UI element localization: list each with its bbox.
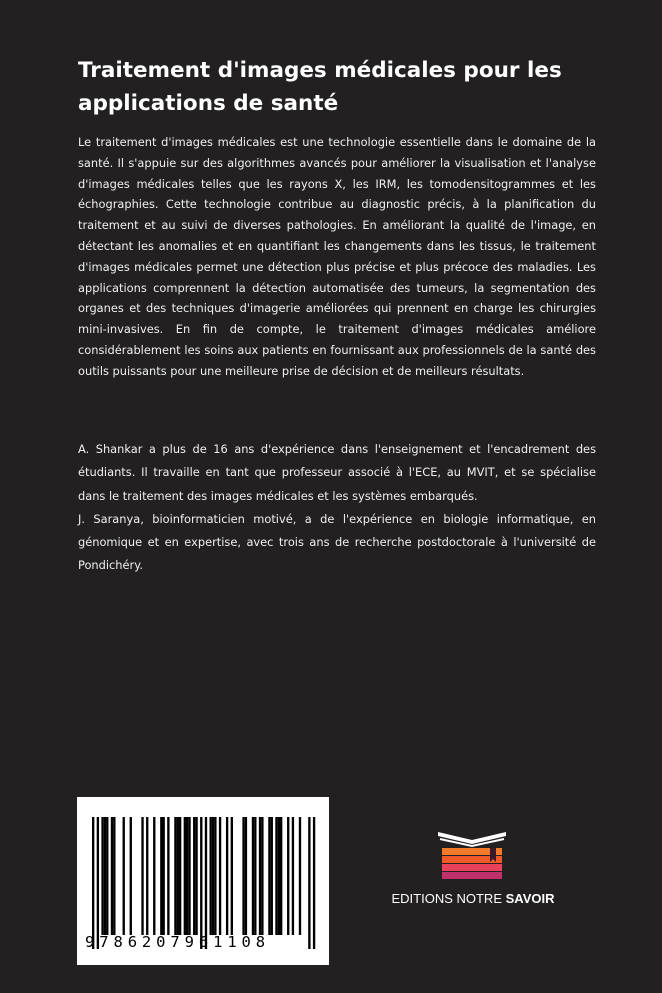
barcode-bar [287, 817, 289, 935]
isbn-number: 9786207961108 [85, 933, 271, 951]
barcode-bar [186, 817, 188, 935]
barcode-bar [177, 817, 179, 935]
barcode-bar [299, 817, 301, 935]
barcode-bar [141, 817, 143, 935]
barcode-bar [163, 817, 165, 935]
barcode-bar [212, 817, 214, 935]
barcode-bar [106, 817, 108, 935]
barcode-bar [146, 817, 148, 935]
barcode-bar [123, 817, 125, 935]
barcode-bar [292, 817, 294, 935]
barcode-bar [193, 817, 195, 935]
book-summary: Le traitement d'images médicales est une technologie essentielle dans le domaine de la santé. Il s'appuie sur des algorithmes avancés pour améliorer la visualisation et l'analyse d'images médicales telles que les rayons X, les IRM, les tomodensitogrammes et les échographies. Cette technologie contribue au diagnostic précis, à la planification du traitement et au suivi de diverses pathologies. En améliorant la qualité de l'image, en détectant les anomalies et en quantifiant les changements dans les tissus, le traitement d'images médicales permet une détection plus précise et plus précoce des maladies. Les applications comprennent la détection automatisée des tumeurs, la segmentation des organes et des techniques d'imagerie améliorées qui prennent en charge les chirurgies mini-invasives. En fin de compte, le traitement d'images médicales améliore considérablement les soins aux patients en fournissant aux professionnels de la santé des outils puissants pour une meilleure prise de décision et de meilleurs résultats. [78, 135, 596, 378]
barcode-bar [92, 817, 94, 949]
barcode-bar [205, 817, 207, 949]
barcode-bar [184, 817, 186, 935]
barcode-bar [313, 817, 315, 949]
barcode-bar [210, 817, 212, 935]
author-bio-shankar: A. Shankar a plus de 16 ans d'expérience dans l'enseignement et l'encadrement des étudiants. Il travaille en tant que professeur associé à l'ECE, au MVIT, et se spécialise dans le traitement des images médicales et les systèmes embarqués. [78, 442, 596, 503]
barcode-bar [268, 817, 270, 935]
barcode-bar [174, 817, 176, 935]
barcode-bar [231, 817, 233, 935]
barcode-bar [153, 817, 155, 935]
barcode-bar [271, 817, 273, 935]
barcode-bar [242, 817, 244, 935]
publisher-logo [388, 828, 558, 913]
publisher-name: EDITIONS NOTRE SAVOIR [391, 891, 555, 906]
barcode-bar [130, 817, 132, 935]
barcode-bar [104, 817, 106, 935]
barcode-bar [308, 817, 310, 949]
author-bio-saranya: J. Saranya, bioinformaticien motivé, a de l'expérience en biologie informatique, en génomique et en expertise, avec trois ans de recherche postdoctorale à l'université de Pondichéry. [78, 511, 596, 573]
barcode-bar [97, 817, 99, 949]
barcode-bar [259, 817, 261, 935]
barcode-bar [275, 817, 277, 935]
barcode-bar [261, 817, 263, 935]
barcode-bar [214, 817, 216, 935]
barcode-bar [101, 817, 103, 935]
barcode-bar [195, 817, 197, 935]
author-bios [78, 438, 596, 578]
barcode-bar [278, 817, 280, 935]
barcode-bar [167, 817, 169, 935]
barcode-bar [113, 817, 115, 935]
book-stack-icon [434, 828, 510, 886]
book-title: Traitement d'images médicales pour les applications de santé [78, 58, 562, 116]
barcode-bar [188, 817, 190, 935]
barcode-bar [252, 817, 254, 935]
barcode-bar [179, 817, 181, 935]
barcode-bar [200, 817, 202, 949]
barcode-bar [219, 817, 221, 935]
barcode-bar [160, 817, 162, 935]
barcode-bar [226, 817, 228, 935]
barcode-bar [280, 817, 282, 935]
isbn-barcode [77, 797, 329, 965]
barcode-bar [245, 817, 247, 935]
barcode-bar [254, 817, 256, 935]
barcode-bar [111, 817, 113, 935]
